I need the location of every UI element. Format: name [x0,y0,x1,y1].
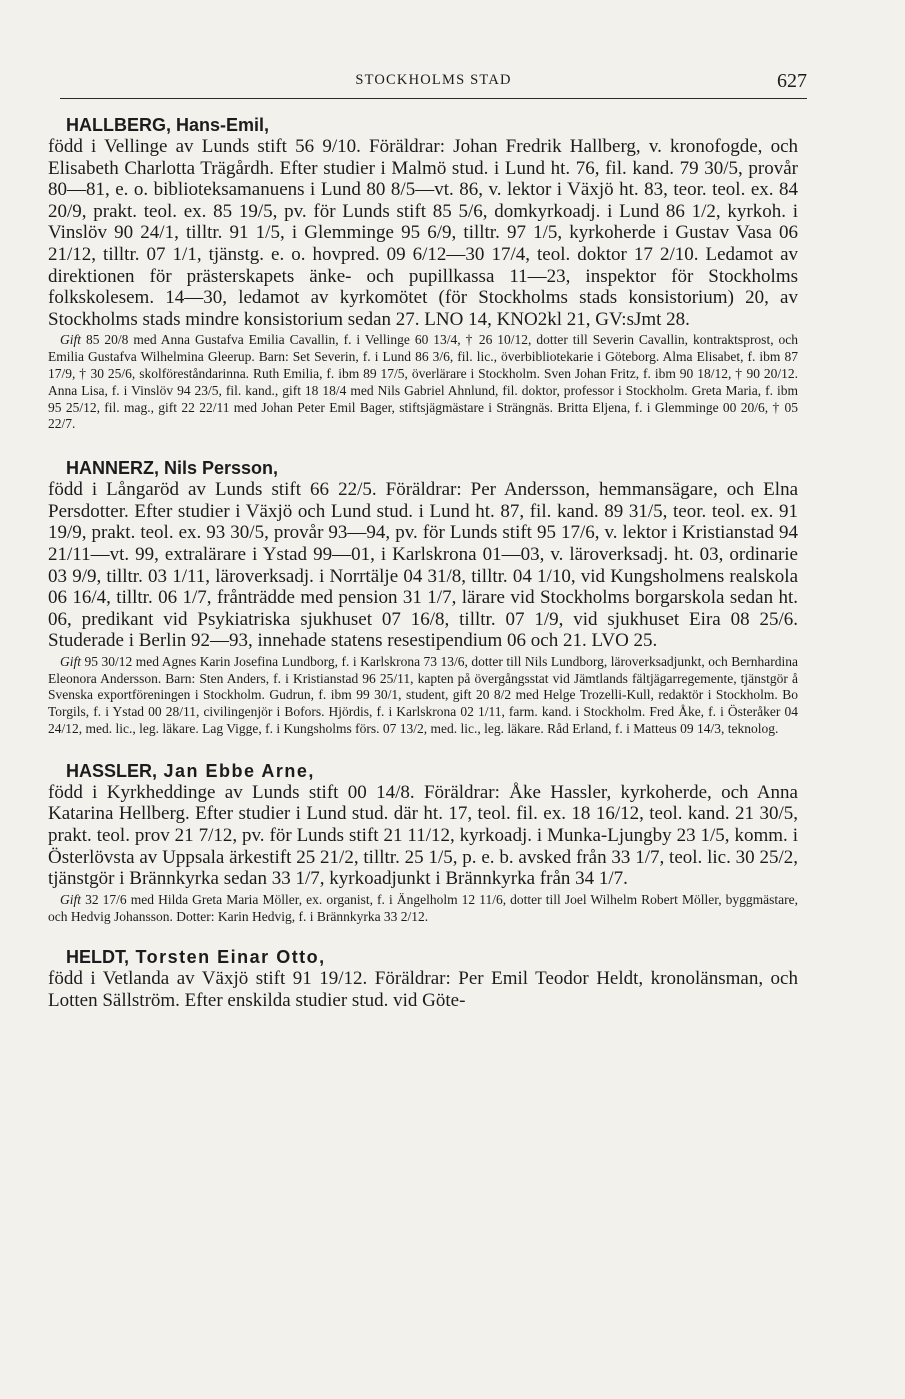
entry-biography: född i Vellinge av Lunds stift 56 9/10. Föräldrar: Johan Fredrik Hallberg, v. kronofogde, och Elisabeth Charlotta Trägårdh. Efter studier i Malmö stud. i Lund ht. 76, fil. kand. 79 30/5, provår 80—81, e. o. biblioteksamanuens i Lund 80 8/5—vt. 86, v. lektor i Växjö ht. 83, teor. teol. ex. 84 20/9, prakt. teol. ex. 85 19/5, pv. för Lunds stift 85 5/6, domkyrkoadj. i Lund 86 1/2, kyrkoh. i Vinslöv 90 24/1, tilltr. 91 1/5, i Glemminge 95 6/9, tilltr. 97 1/5, kyrkoherde i Gustav Vasa 06 21/12, tilltr. 07 1/1, tjänstg. e. o. hovpred. 09 6/12—30 17/4, teol. doktor 17 2/10. Ledamot av direktionen för prästerskapets änke- och pupillkassa 11—23, inspektor för Stockholms folkskolesem. 14—30, ledamot av kyrkomötet (för Stockholms stads konsistorium) 20, av Stockholms stads mindre konsistorium sedan 27. LNO 14, KNO2kl 21, GV:sJmt 28. [48,136,798,330]
entry-name [66,760,798,782]
entry-biography: född i Vetlanda av Växjö stift 91 19/12. Föräldrar: Per Emil Teodor Heldt, kronolänsman, och Lotten Sällström. Efter enskilda studier stud. vid Göte- [48,968,798,1012]
entry-name [66,946,798,968]
family-label: Gift [60,332,82,348]
entry-surname: HASSLER, [66,760,158,781]
entry-given-names: Torsten Einar Otto, [129,947,326,968]
entry-heldt [48,946,798,1011]
entry-biography: född i Kyrkheddinge av Lunds stift 00 14/8. Föräldrar: Åke Hassler, kyrkoherde, och Anna Katarina Hellberg. Efter studier i Lund stud. där ht. 17, teol. fil. ex. 18 16/12, teol. kand. 21 30/5, prakt. teol. prov 21 7/12, pv. för Lunds stift 21 11/12, kyrkoadj. i Munka-Ljungby 23 1/5, komm. i Österlövsta av Uppsala ärkestift 25 21/2, tilltr. 25 1/5, p. e. b. avsked från 33 1/7, teol. lic. 30 25/2, tjänstgör i Brännkyrka sedan 33 1/7, kyrkoadjunkt i Brännkyrka från 34 1/7. [48,781,798,890]
entry-family [48,892,798,926]
entry-name [66,457,798,479]
family-text: 95 30/12 med Agnes Karin Josefina Lundborg, f. i Karlskrona 73 13/6, dotter till Nils Lundborg, läroverksadjunkt, och Bernhardina Eleonora Andersson. Barn: Sten Anders, f. i Kristianstad 96 25/11, kapten på övergångsstat vid Jämtlands fältjägarregemente, tjänstgör å Svenska exportföreningen i Stockholm. Gudrun, f. ibm 99 30/1, student, gift 20 8/2 med Helge Trozelli-Kull, redaktör i Stockholm. Bo Torgils, f. i Ystad 00 28/11, civilingenjör i Bofors. Hjördis, f. i Karlskrona 02 1/11, farm. kand. i Stockholm. Fred Åke, f. i Österåker 04 24/12, med. lic., leg. läkare. Lag Vigge, f. i Kungsholms förs. 07 13/2, med. lic., leg. läkare. Råd Erland, f. i Matteus 09 14/3, teknolog. [48,653,798,737]
entry-hannerz [48,457,798,738]
page-number: 627 [777,70,807,92]
entry-hallberg [48,114,798,433]
entry-given-names: Nils Persson, [159,458,279,479]
entry-hassler [48,760,798,926]
entry-given-names: Jan Ebbe Arne, [157,760,315,781]
running-header [60,70,807,99]
entry-surname: HELDT, [66,947,129,968]
family-label: Gift [60,891,82,907]
entry-family [48,654,798,738]
entry-given-names: Hans-Emil, [171,115,270,135]
family-label: Gift [60,653,82,669]
entry-surname: HANNERZ, [66,458,159,479]
entry-biography: född i Långaröd av Lunds stift 66 22/5. Föräldrar: Per Andersson, hemmansägare, och Elna Persdotter. Efter studier i Växjö och Lund stud. i Lund ht. 87, fil. kand. 89 31/5, teor. teol. ex. 91 19/9, prakt. teol. ex. 93 30/5, provår 93—94, pv. för Lunds stift 95 17/6, v. lektor i Kristianstad 94 21/11—vt. 99, extralärare i Ystad 99—01, i Karlskrona 01—03, v. läroverksadj. ht. 03, ordinarie 03 9/9, tilltr. 03 1/11, läroverksadj. i Norrtälje 04 31/8, tilltr. 04 1/10, vid Kungsholmens realskola 06 16/4, tilltr. 06 1/7, frånträdde med pension 31 1/7, lärare vid Stockholms borgarskola sedan ht. 06, predikant vid Psykiatriska sjukhuset 07 16/8, tilltr. 07 1/9, vid sjukhuset Eira 08 25/6. Studerade i Berlin 92—93, innehade statens resestipendium 06 och 21. LVO 25. [48,479,798,652]
entry-surname: HALLBERG, [66,115,171,135]
family-text: 85 20/8 med Anna Gustafva Emilia Cavallin, f. i Vellinge 60 13/4, † 26 10/12, dotter till Severin Cavallin, kontraktsprost, och Emilia Gustafva Wilhelmina Gleerup. Barn: Set Severin, f. i Lund 86 3/6, fil. lic., överbibliotekarie i Göteborg. Alma Elisabet, f. ibm 87 17/9, † 30 25/6, skolföreståndarinna. Ruth Emilia, f. ibm 89 17/5, överlärare i Stockholm. Sven Johan Fritz, f. ibm 90 18/12, † 90 20/12. Anna Lisa, f. i Vinslöv 94 23/5, fil. kand., gift 18 18/4 med Nils Gabriel Ahnlund, fil. doktor, professor i Stockholm. Greta Maria, f. ibm 95 25/12, fil. mag., gift 22 22/11 med Johan Peter Emil Bager, stiftsjägmästare i Strängnäs. Britta Eljena, f. i Glemminge 00 20/6, † 05 22/7. [48,332,798,432]
page-body [48,114,798,1012]
running-title: STOCKHOLMS STAD [355,72,512,88]
entry-family [48,332,798,433]
entry-name [66,114,798,136]
family-text: 32 17/6 med Hilda Greta Maria Möller, ex. organist, f. i Ängelholm 12 11/6, dotter till Joel Wilhelm Robert Möller, byggmästare, och Hedvig Johansson. Dotter: Karin Hedvig, f. i Brännkyrka 33 2/12. [48,891,798,924]
